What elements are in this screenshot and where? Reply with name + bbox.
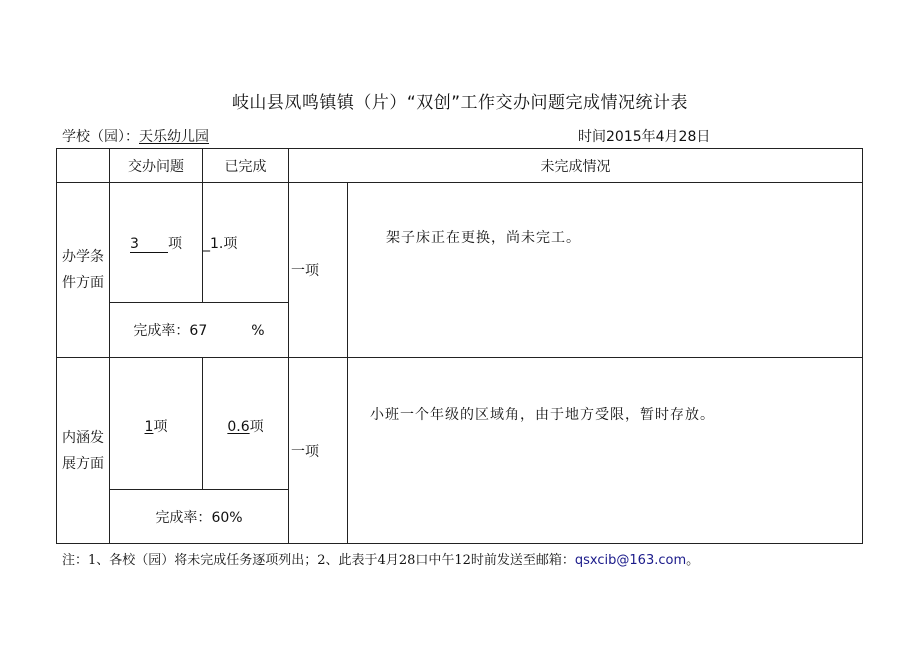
school-label: 学校（园）： — [62, 129, 139, 145]
school-line — [62, 126, 209, 146]
header-blank — [57, 149, 110, 183]
incomplete-desc: 小班一个年级的区域角，由于地方受限，暂时存放。 — [370, 407, 715, 423]
assigned-number: 3 — [130, 236, 168, 253]
rate-value: 60% — [211, 509, 243, 526]
category-text: 办学条 — [62, 249, 104, 265]
category-text: 展方面 — [62, 455, 104, 472]
category-text: 内涵发 — [62, 429, 104, 446]
completed-cell — [203, 183, 289, 303]
header-incomplete: 未完成情况 — [289, 149, 863, 183]
school-name: 天乐幼儿园 — [139, 129, 209, 145]
rate-cell — [110, 490, 289, 544]
statistics-table — [56, 148, 863, 544]
table-row — [57, 358, 863, 490]
completed-unit: 项 — [249, 419, 264, 435]
incomplete-count-cell — [289, 183, 348, 358]
completed-cell — [203, 358, 289, 490]
page-title: 岐山县凤鸣镇镇（片）“双创”工作交办问题完成情况统计表 — [231, 93, 689, 113]
rate-value: 67 — [189, 323, 208, 339]
incomplete-desc: 架子床正在更换，尚未完工。 — [386, 230, 581, 246]
email-address: qsxcib@163.com — [574, 553, 687, 568]
table-row — [57, 183, 863, 303]
note-end: 。 — [686, 553, 700, 568]
assigned-unit: 项 — [153, 419, 168, 435]
footnote — [62, 549, 699, 568]
completed-unit: 项 — [223, 236, 238, 252]
category-cell — [57, 358, 110, 544]
incomplete-desc-cell — [348, 183, 863, 358]
incomplete-count-cell — [289, 358, 348, 544]
assigned-cell — [110, 358, 203, 490]
completed-number: 0.6 — [227, 419, 250, 435]
rate-label: 完成率： — [155, 509, 212, 526]
header-completed: 已完成 — [203, 149, 289, 183]
assigned-unit: 项 — [168, 236, 182, 252]
assigned-number: 1 — [144, 419, 154, 435]
incomplete-desc-cell — [348, 358, 863, 544]
incomplete-count: 一项 — [291, 443, 319, 460]
rate-label: 完成率： — [133, 323, 190, 339]
date-text: 时间2015年4月28日 — [578, 129, 711, 145]
completed-prefix: _ — [203, 236, 210, 252]
completed-number: 1. — [210, 236, 224, 252]
header-assigned: 交办问题 — [110, 149, 203, 183]
assigned-cell — [110, 183, 203, 303]
incomplete-count: 一项 — [291, 263, 319, 279]
rate-cell — [110, 303, 289, 358]
category-cell — [57, 183, 110, 358]
header-row — [57, 149, 863, 183]
rate-unit: % — [251, 323, 265, 339]
category-text: 件方面 — [62, 275, 104, 291]
note-text: 注：1、各校（园）将未完成任务逐项列出；2、此表于4月28口中午12时前发送至邮箱： — [62, 553, 575, 568]
